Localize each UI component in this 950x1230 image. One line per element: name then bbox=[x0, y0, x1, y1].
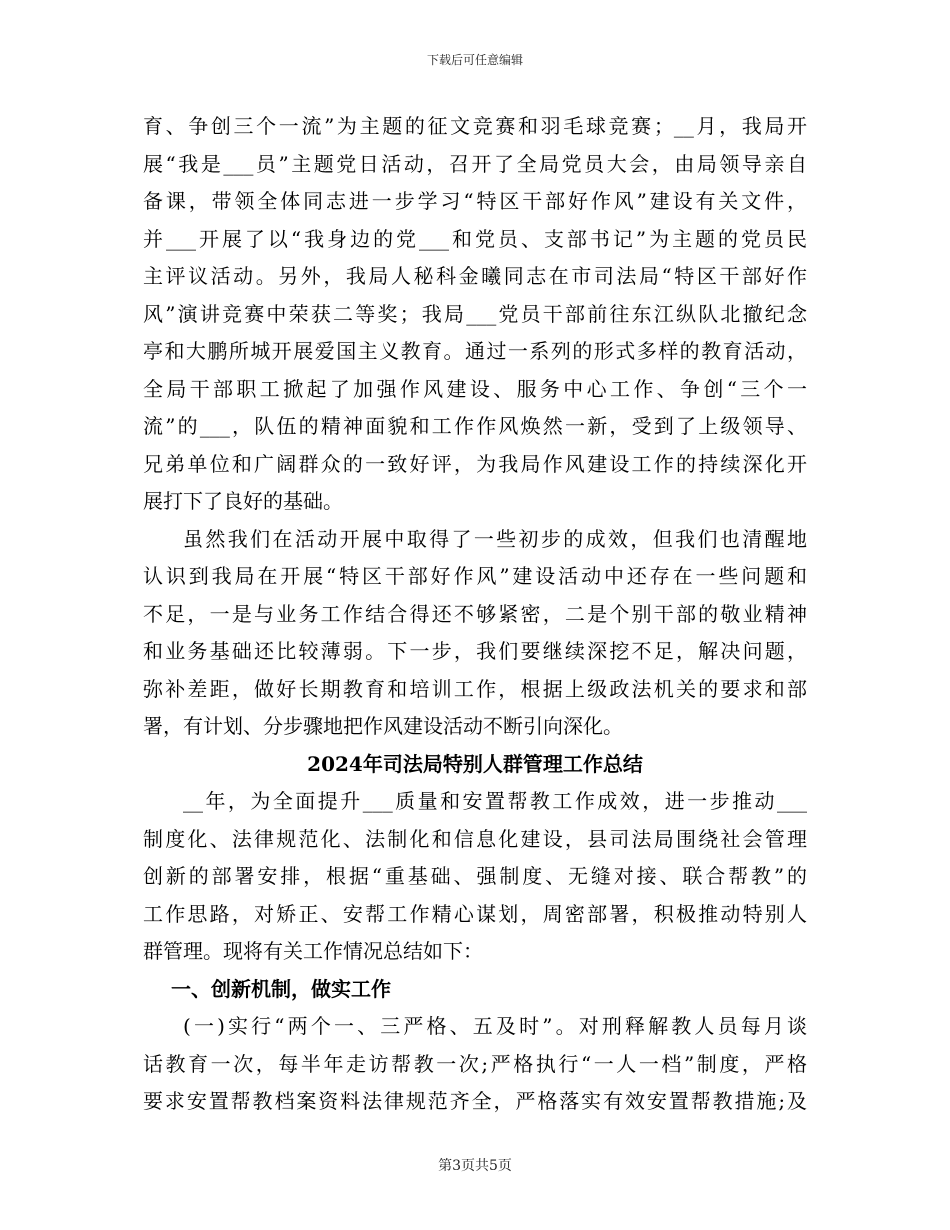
text-line: 弥补差距，做好长期教育和培训工作，根据上级政法机关的要求和部 bbox=[143, 676, 807, 701]
section-heading: 一、创新机制，做实工作 bbox=[171, 976, 391, 1001]
text-line: __年，为全面提升___质量和安置帮教工作成效，进一步推动___ bbox=[183, 789, 807, 813]
text-line: 认识到我局在开展“特区干部好作风”建设活动中还存在一些问题和 bbox=[143, 564, 807, 588]
text-line: 展“我是___员”主题党日活动，召开了全局党员大会，由局领导亲自 bbox=[143, 151, 807, 176]
text-line: 育、争创三个一流”为主题的征文竞赛和羽毛球竞赛；__月，我局开 bbox=[143, 114, 807, 138]
text-line: 虽然我们在活动开展中取得了一些初步的成效，但我们也清醒地 bbox=[183, 526, 807, 551]
text-line: 创新的部署安排，根据“重基础、强制度、无缝对接、联合帮教”的 bbox=[143, 864, 807, 888]
page-number: 第3页共5页 bbox=[438, 1158, 512, 1174]
text-line: 风”演讲竞赛中荣获二等奖；我局___党员干部前往东江纵队北撤纪念 bbox=[143, 301, 807, 326]
text-line: 话教育一次，每半年走访帮教一次;严格执行“一人一档”制度，严格 bbox=[143, 1051, 807, 1076]
text-line: 不足，一是与业务工作结合得还不够紧密，二是个别干部的敬业精神 bbox=[143, 601, 807, 626]
paragraph-section-body bbox=[143, 1008, 807, 1121]
page-header: 下载后可任意编辑 bbox=[426, 53, 523, 67]
paragraph-continued bbox=[143, 108, 807, 521]
text-line: 备课，带领全体同志进一步学习“特区干部好作风”建设有关文件， bbox=[143, 189, 807, 213]
text-line: 并___开展了以“我身边的党___和党员、支部书记”为主题的党员民 bbox=[143, 226, 807, 251]
text-line: 全局干部职工掀起了加强作风建设、服务中心工作、争创“三个一 bbox=[143, 376, 807, 401]
paragraph-summary bbox=[143, 521, 807, 746]
text-line: 工作思路，对矫正、安帮工作精心谋划，周密部署，积极推动特别人 bbox=[143, 901, 807, 926]
text-line: 制度化、法律规范化、法制化和信息化建设，县司法局围绕社会管理 bbox=[143, 826, 807, 851]
text-line: 要求安置帮教档案资料法律规范齐全，严格落实有效安置帮教措施;及 bbox=[143, 1089, 807, 1113]
text-line: 亭和大鹏所城开展爱国主义教育。通过一系列的形式多样的教育活动， bbox=[143, 339, 807, 363]
text-line: 群管理。现将有关工作情况总结如下： bbox=[143, 939, 483, 963]
paragraph-intro bbox=[143, 783, 807, 971]
text-line: 流”的___，队伍的精神面貌和工作作风焕然一新，受到了上级领导、 bbox=[143, 414, 807, 438]
document-title: 2024年司法局特别人群管理工作总结 bbox=[307, 751, 643, 776]
text-line: 主评议活动。另外，我局人秘科金曦同志在市司法局“特区干部好作 bbox=[143, 264, 807, 288]
text-line: 署，有计划、分步骤地把作风建设活动不断引向深化。 bbox=[143, 714, 623, 738]
text-line: 展打下了良好的基础。 bbox=[143, 489, 343, 513]
text-line: 兄弟单位和广阔群众的一致好评，为我局作风建设工作的持续深化开 bbox=[143, 451, 807, 476]
text-line: (一)实行“两个一、三严格、五及时”。对刑释解教人员每月谈 bbox=[183, 1014, 807, 1038]
document-body bbox=[143, 108, 807, 1121]
text-line: 和业务基础还比较薄弱。下一步，我们要继续深挖不足，解决问题， bbox=[143, 639, 807, 663]
